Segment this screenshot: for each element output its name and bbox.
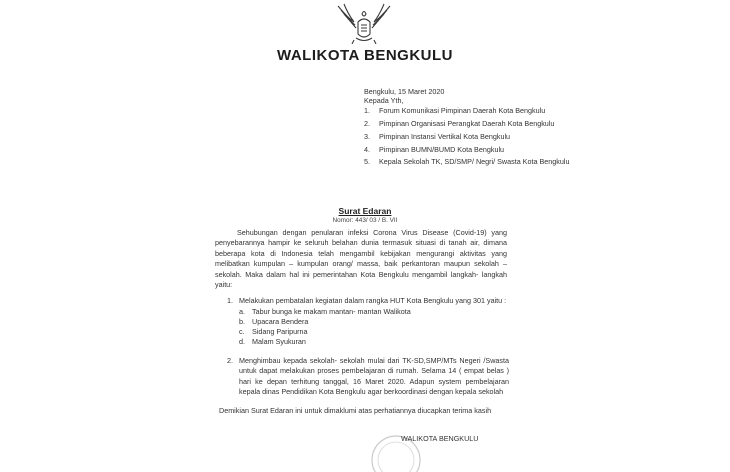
point-text: Menghimbau kepada sekolah- sekolah mulai dari TK-SD,SMP/MTs Negeri /Swasta untuk dapat melakukan proses pembelajaran di rumah. Selama 14 ( empat belas ) hari ke depan terhitung tanggal, 16 Maret 2020. Adapun system pembelajaran kepala dinas Pendidikan Kota Bengkulu agar berkoordinasi dengan kepala sekolah — [239, 356, 509, 397]
place-date: Bengkulu, 15 Maret 2020 — [364, 87, 445, 96]
closing-text: Demikian Surat Edaran ini untuk dimaklumi atas perhatiannya diucapkan terima kasih — [219, 406, 492, 415]
address-block — [364, 87, 664, 170]
point-number: 2. — [227, 356, 233, 365]
garuda-emblem-icon — [334, 0, 394, 44]
recipient-item: 2. Pimpinan Organisasi Perangkat Daerah Kota Bengkulu — [364, 118, 555, 128]
intro-paragraph — [215, 228, 507, 290]
letter-number: Nomor: 443/ 03 / B. VII — [332, 217, 398, 224]
recipient-item: 5. Kepala Sekolah TK, SD/SMP/ Negri/ Swasta Kota Bengkulu — [364, 157, 570, 167]
letter-heading: WALIKOTA BENGKULU — [277, 47, 453, 64]
letter-page: WALIKOTA BENGKULU Bengkulu, 15 Maret 2020 Kepada Yth, 1. Forum Komunikasi Pimpinan Daerah Kota Bengkulu 2. Pimpinan Organisasi Perangkat Daerah Kota Bengkulu 3. Pimpinan Instansi Vertikal Kota Bengkulu 4. Pimpinan BUMN/BUMD Kota Bengkulu 5. Kepala Sekolah TK, SD/SMP/ Negri/ Swasta Kota Bengkulu Surat Edaran Nomor: 443/ 03 / B. VII Sehubungan dengan penularan infeksi Corona Virus Disease (Covid-19) yang penyebarannya hampir ke seluruh belahan dunia termasuk situasi di tanah air, dimana beberapa kota di Indonesia telah mengambil kebijakan mengurangi aktivitas yang melibatkan kumpulan – kumpulan orang/ massa, baik perkantoran maupun sekolah – sekolah. Maka dalam hal ini pemerintahan Kota Bengkulu mengambil langkah- langkah yaitu: 1. Melakukan pembatalan kegiatan dalam rangka HUT Kota Bengkulu yang 301 yaitu : a. Tabur bunga ke makam mantan- mantan Walikota b. Upacara Bendera c. Sidang Paripurna d. Malam Syukuran 2. Menghimbau kepada sekolah- sekolah mulai dari TK-SD,SMP/MTs Negeri /Swasta untuk dapat melakukan proses pembelajaran di rumah. Selama 14 ( empat belas ) hari ke depan terhitung tanggal, 16 Maret 2020. Adapun system pembelajaran kepala dinas Pendidikan Kota Bengkulu agar berkoordinasi dengan kepala sekolah Demikian Surat Edaran ini untuk dimaklumi atas perhatiannya diucapkan terima kasih WALIKOTA BENGKULU — [0, 0, 730, 457]
signatory-name: WALIKOTA BENGKULU — [401, 434, 479, 443]
to-label: Kepada Yth, — [364, 96, 404, 106]
recipient-item: 4. Pimpinan BUMN/BUMD Kota Bengkulu — [364, 144, 505, 154]
recipient-item: 3. Pimpinan Instansi Vertikal Kota Bengkulu — [364, 131, 511, 141]
point-number: 1. — [227, 296, 233, 305]
letter-title: Surat Edaran — [338, 206, 392, 216]
intro-text: Sehubungan dengan penularan infeksi Corona Virus Disease (Covid-19) yang penyebarannya hampir ke seluruh belahan dunia termasuk situasi di tanah air, dimana beberapa kota di Indonesia telah mengambil kebijakan mengurangi aktivitas yang melibatkan kumpulan – kumpulan orang/ massa, baik perkantoran maupun sekolah – sekolah. Maka dalam hal ini pemerintahan Kota Bengkulu mengambil langkah- langkah yaitu: — [215, 228, 507, 290]
point-text: Melakukan pembatalan kegiatan dalam rangka HUT Kota Bengkulu yang 301 yaitu : — [239, 296, 507, 305]
recipient-item: 1. Forum Komunikasi Pimpinan Daerah Kota Bengkulu — [364, 105, 546, 115]
recipient-list — [364, 106, 664, 167]
